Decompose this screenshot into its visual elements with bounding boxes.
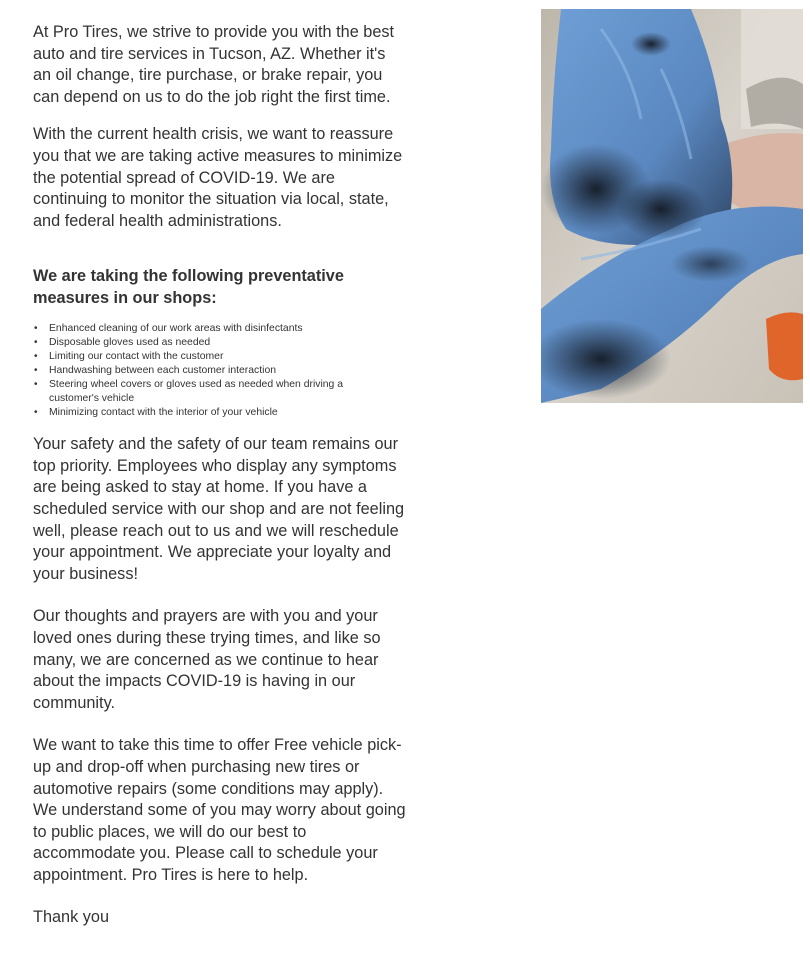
list-item: [34, 350, 428, 364]
bullet-icon: •: [34, 407, 38, 419]
background-tool-shape: [746, 78, 803, 129]
grease-smear: [631, 32, 671, 56]
list-item-text: Enhanced cleaning of our work areas with disinfectants: [49, 322, 303, 334]
list-item: [34, 336, 428, 350]
bullet-icon: •: [34, 336, 38, 348]
bullet-icon: •: [34, 350, 38, 362]
intro-paragraph: At Pro Tires, we strive to provide you with the best auto and tire services in Tucson, AZ. Whether it's an oil change, tire purchase, or brake repair, you can depend on us to do the job right the first time.: [33, 23, 395, 106]
list-item-text: Steering wheel covers or gloves used as needed when driving a customer's vehicle: [49, 378, 344, 404]
thoughts-paragraph: Our thoughts and prayers are with you and your loved ones during these trying times, and like so many, we are concerned as we continue to hear about the impacts COVID-19 is having in our community.: [33, 607, 381, 712]
list-item: [34, 406, 428, 420]
gloved-hands-illustration: [541, 9, 803, 403]
list-item-text: Minimizing contact with the interior of your vehicle: [49, 407, 278, 419]
grease-smear: [671, 246, 751, 282]
health-crisis-paragraph: With the current health crisis, we want to reassure you that we are taking active measures to minimize the potential spread of COVID-19. We are continuing to monitor the situation via local, state, and federal health administrations.: [33, 125, 403, 230]
list-item: [34, 378, 428, 406]
grease-smear: [616, 179, 706, 239]
bullet-icon: •: [34, 364, 38, 376]
notice-text-column: [33, 22, 428, 929]
list-item: [34, 322, 428, 336]
bullet-icon: •: [34, 322, 38, 334]
bullet-icon: •: [34, 378, 38, 390]
measures-heading: We are taking the following preventative measures in our shops:: [33, 267, 344, 307]
list-item-text: Disposable gloves used as needed: [49, 336, 211, 348]
list-item-text: Handwashing between each customer interaction: [49, 364, 276, 376]
list-item: [34, 364, 428, 378]
offer-paragraph: We want to take this time to offer Free vehicle pick- up and drop-off when purchasing new tires or automotive repairs (some conditions may apply). We understand some of you may worry about going to public places, we will do our best to accommodate you. Please call to schedule your appointment. Pro Tires is here to help.: [33, 736, 406, 884]
closing-text: Thank you: [33, 908, 110, 927]
safety-paragraph: Your safety and the safety of our team remains our top priority. Employees who display any symptoms are being asked to stay at home. If you have a scheduled service with our shop and are not feeling well, please reach out to us and we will reschedule your appointment. We appreciate your loyalty and your business!: [33, 435, 405, 583]
orange-object: [766, 312, 803, 380]
list-item-text: Limiting our contact with the customer: [49, 350, 224, 362]
measures-list: [33, 322, 428, 421]
gloved-hands-photo: [541, 9, 803, 403]
